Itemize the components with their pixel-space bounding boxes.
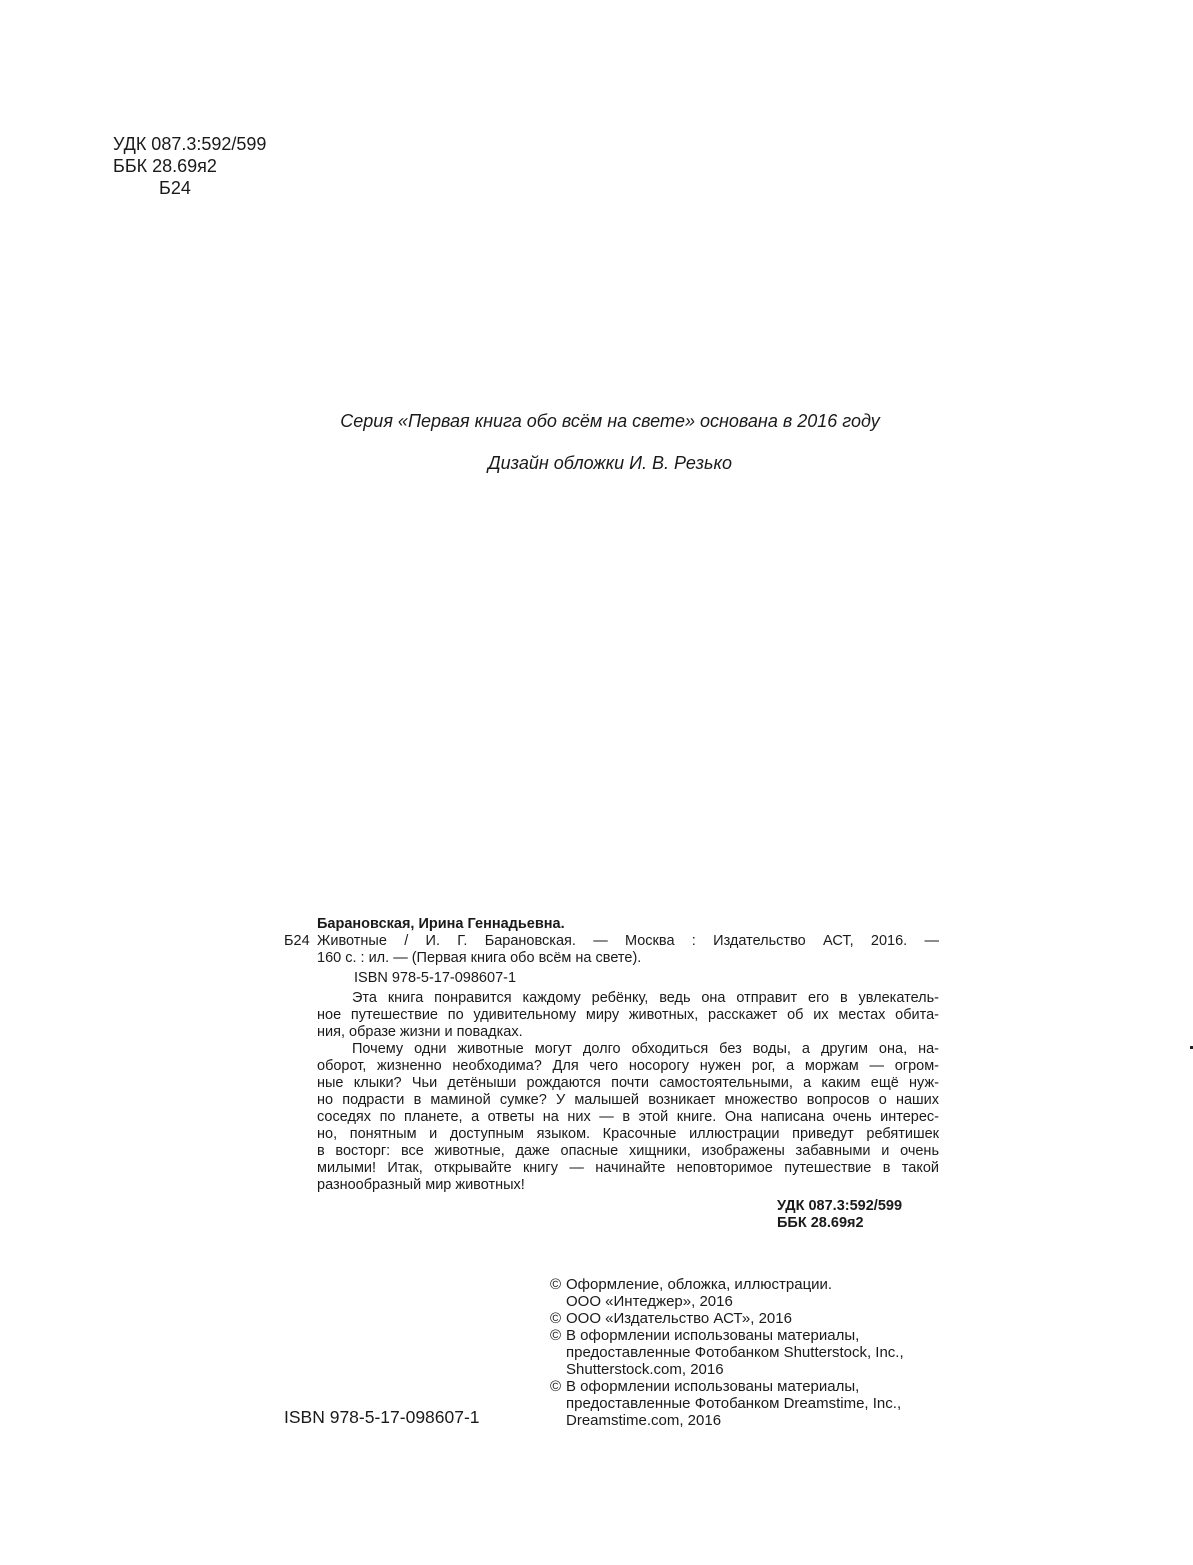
annotation-line: Эта книга понравится каждому ребёнку, ведь она отправит его в увлекатель- <box>352 990 939 1006</box>
annotation-line: ния, образе жизни и повадках. <box>317 1024 523 1040</box>
annotation-line: в восторг: все животные, даже опасные хищники, изображены забавными и очень <box>317 1143 939 1159</box>
author-sign: Б24 <box>159 178 191 198</box>
copyright-symbol: © <box>550 1378 562 1395</box>
copyright-line: предоставленные Фотобанком Dreamstime, Inc., <box>566 1395 902 1412</box>
copyright-line: Оформление, обложка, иллюстрации. <box>566 1276 833 1293</box>
copyright-line: В оформлении использованы материалы, <box>566 1378 860 1395</box>
card-isbn: ISBN 978-5-17-098607-1 <box>354 970 517 986</box>
card-sign: Б24 <box>284 933 310 949</box>
copyright-item <box>550 1276 904 1310</box>
series-line: Серия «Первая книга обо всём на свете» основана в 2016 году <box>340 411 880 431</box>
annotation-line: ное путешествие по удивительному миру животных, расскажет об их местах обита- <box>317 1007 939 1023</box>
copyright-line: Shutterstock.com, 2016 <box>566 1361 724 1378</box>
card-title-line-1: Животные / И. Г. Барановская. — Москва : Издательство АСТ, 2016. — <box>317 933 939 949</box>
card-codes <box>284 1198 939 1232</box>
annotation-line: соседях по планете, а ответы на них — в этой книге. Она написана очень интерес- <box>317 1109 939 1125</box>
annotation-line: Почему одни животные могут долго обходиться без воды, а другим она, на- <box>352 1041 939 1057</box>
copyright-symbol: © <box>550 1327 562 1344</box>
copyright-symbol: © <box>550 1276 562 1293</box>
copyright-item <box>550 1310 904 1327</box>
copyright-line: ООО «Издательство АСТ», 2016 <box>566 1310 792 1327</box>
annotation-line: но подрасти в маминой сумке? У малышей возникает множество вопросов о наших <box>317 1092 939 1108</box>
annotation-line: но, понятным и доступным языком. Красочные иллюстрации приведут ребятишек <box>317 1126 939 1142</box>
card-udk: УДК 087.3:592/599 <box>777 1198 903 1214</box>
copyright-line: предоставленные Фотобанком Shutterstock, Inc., <box>566 1344 904 1361</box>
annotation-line: оборот, жизненно необходима? Для чего носорогу нужен рог, а моржам — огром- <box>317 1058 939 1074</box>
cover-design-credit: Дизайн обложки И. В. Резько <box>487 453 733 473</box>
copyright-item <box>550 1378 904 1429</box>
isbn-bottom: ISBN 978-5-17-098607-1 <box>284 1407 480 1427</box>
copyright-line: В оформлении использованы материалы, <box>566 1327 860 1344</box>
copyright-item <box>550 1327 904 1378</box>
annotation-line: разнообразный мир животных! <box>317 1177 525 1193</box>
card-bbk: ББК 28.69я2 <box>777 1215 864 1231</box>
copyright-symbol: © <box>550 1310 562 1327</box>
classification-codes-top <box>113 133 266 199</box>
card-title-line-2: 160 с. : ил. — (Первая книга обо всём на свете). <box>317 950 642 966</box>
card-annotation <box>284 990 939 1194</box>
udk-code: УДК 087.3:592/599 <box>113 134 267 154</box>
library-card <box>284 916 939 1232</box>
card-author: Барановская, Ирина Геннадьевна. <box>317 916 565 932</box>
card-title-row <box>284 933 939 967</box>
copyright-line: Dreamstime.com, 2016 <box>566 1412 722 1429</box>
copyright-line: ООО «Интеджер», 2016 <box>566 1293 733 1310</box>
copyright-block <box>550 1276 904 1429</box>
bbk-code: ББК 28.69я2 <box>113 156 217 176</box>
annotation-line: ные клыки? Чьи детёныши рождаются почти самостоятельными, а каким ещё нуж- <box>317 1075 939 1091</box>
annotation-line: милыми! Итак, открывайте книгу — начинайте неповторимое путешествие в такой <box>317 1160 939 1176</box>
